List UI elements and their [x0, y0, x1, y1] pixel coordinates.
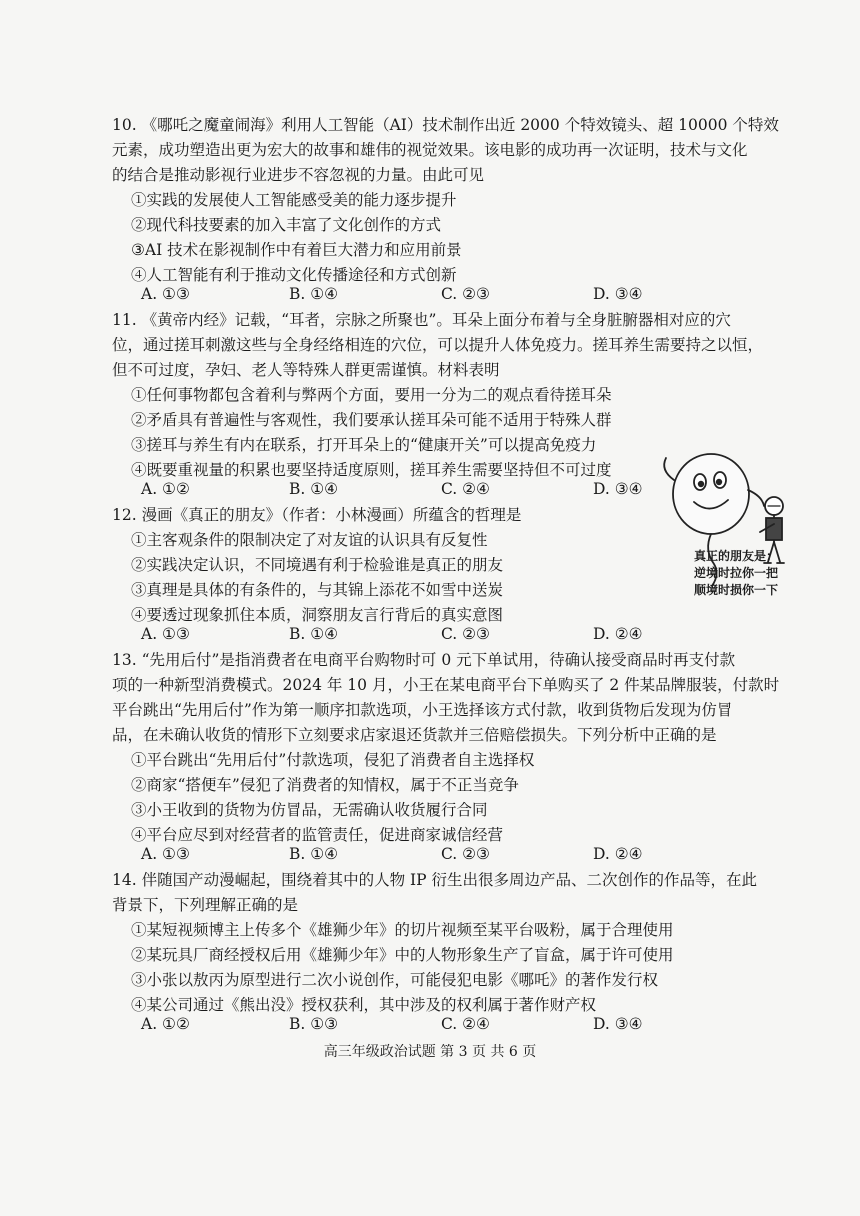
question-stem-line: 品，在未确认收货的情形下立刻要求店家退还货款并三倍赔偿损失。下列分析中正确的是 — [112, 726, 717, 744]
option-statement: ③小张以敖丙为原型进行二次小说创作，可能侵犯电影《哪吒》的著作发行权 — [131, 971, 659, 989]
option-statement: ①某短视频博主上传多个《雄狮少年》的切片视频至某平台吸粉，属于合理使用 — [131, 921, 674, 939]
choice-b: B. ①④ — [289, 845, 339, 863]
choice-b: B. ①④ — [289, 625, 339, 643]
question-stem-line: 14. 伴随国产动漫崛起，围绕着其中的人物 IP 衍生出很多周边产品、二次创作的作品等，在此 — [112, 871, 757, 889]
option-statement: ③搓耳与养生有内在联系，打开耳朵上的“健康开关”可以提高免疫力 — [131, 436, 597, 454]
choice-b: B. ①④ — [289, 480, 339, 498]
option-statement: ①平台跳出“先用后付”付款选项，侵犯了消费者自主选择权 — [131, 751, 535, 769]
choice-d: D. ②④ — [593, 625, 643, 643]
question-stem-line: 11. 《黄帝内经》记载，“耳者，宗脉之所聚也”。耳朵上面分布着与全身脏腑器相对应的穴 — [112, 311, 731, 329]
choice-b: B. ①③ — [289, 1015, 339, 1033]
question-stem-line: 元素，成功塑造出更为宏大的故事和雄伟的视觉效果。该电影的成功再一次证明，技术与文化 — [112, 141, 748, 159]
choice-d: D. ③④ — [593, 1015, 643, 1033]
choice-c: C. ②③ — [441, 845, 490, 863]
choice-d: D. ②④ — [593, 845, 643, 863]
choice-c: C. ②④ — [441, 1015, 490, 1033]
option-statement: ②商家“搭便车”侵犯了消费者的知情权，属于不正当竞争 — [131, 776, 519, 794]
option-statement: ③小王收到的货物为仿冒品，无需确认收货履行合同 — [131, 801, 488, 819]
cartoon-caption-line: 逆境时拉你一把 — [693, 566, 778, 580]
option-statement: ①任何事物都包含着利与弊两个方面，要用一分为二的观点看待搓耳朵 — [131, 386, 612, 404]
choice-d: D. ③④ — [593, 285, 643, 303]
question-stem-line: 位，通过搓耳刺激这些与全身经络相连的穴位，可以提升人体免疫力。搓耳养生需要持之以恒， — [112, 336, 764, 354]
answer-choices — [141, 480, 661, 502]
choice-c: C. ②④ — [441, 480, 490, 498]
question-stem-line: 13. “先用后付”是指消费者在电商平台购物时可 0 元下单试用，待确认接受商品时再支付款 — [112, 651, 736, 669]
option-statement: ①实践的发展使人工智能感受美的能力逐步提升 — [131, 191, 457, 209]
choice-a: A. ①③ — [141, 625, 190, 643]
option-statement: ③AI 技术在影视制作中有着巨大潜力和应用前景 — [131, 241, 462, 259]
question-stem-line: 项的一种新型消费模式。2024 年 10 月，小王在某电商平台下单购买了 2 件某品牌服装，付款时 — [112, 676, 780, 694]
question-stem-line: 的结合是推动影视行业进步不容忽视的力量。由此可见 — [112, 166, 485, 184]
question-stem-line: 10. 《哪吒之魔童闹海》利用人工智能（AI）技术制作出近 2000 个特效镜头、超 10000 个特效 — [112, 116, 779, 134]
question-stem-line: 平台跳出“先用后付”作为第一顺序扣款选项，小王选择该方式付款，收到货物后发现为仿冒 — [112, 701, 733, 719]
choice-a: A. ①③ — [141, 285, 190, 303]
option-statement: ③真理是具体的有条件的，与其锦上添花不如雪中送炭 — [131, 581, 504, 599]
choice-c: C. ②③ — [441, 285, 490, 303]
option-statement: ②实践决定认识，不同境遇有利于检验谁是真正的朋友 — [131, 556, 504, 574]
choice-c: C. ②③ — [441, 625, 490, 643]
choice-a: A. ①③ — [141, 845, 190, 863]
choice-a: A. ①② — [141, 1015, 190, 1033]
answer-choices — [141, 285, 661, 307]
cartoon-caption-line: 顺境时损你一下 — [693, 583, 778, 597]
option-statement: ④要透过现象抓住本质，洞察朋友言行背后的真实意图 — [131, 606, 504, 624]
answer-choices — [141, 1015, 661, 1037]
option-statement: ②现代科技要素的加入丰富了文化创作的方式 — [131, 216, 442, 234]
question-stem-line: 但不可过度，孕妇、老人等特殊人群更需谨慎。材料表明 — [112, 361, 500, 379]
cartoon-caption-line: 真正的朋友是： — [693, 549, 778, 563]
option-statement: ④某公司通过《熊出没》授权获利，其中涉及的权利属于著作财产权 — [131, 996, 597, 1014]
option-statement: ④既要重视量的积累也要坚持适度原则，搓耳养生需要坚持但不可过度 — [131, 461, 612, 479]
choice-d: D. ③④ — [593, 480, 643, 498]
option-statement: ④平台应尽到对经营者的监管责任，促进商家诚信经营 — [131, 826, 504, 844]
option-statement: ②矛盾具有普遍性与客观性，我们要承认搓耳朵可能不适用于特殊人群 — [131, 411, 612, 429]
question-stem-line: 12. 漫画《真正的朋友》（作者：小林漫画）所蕴含的哲理是 — [112, 506, 522, 524]
choice-a: A. ①② — [141, 480, 190, 498]
option-statement: ②某玩具厂商经授权后用《雄狮少年》中的人物形象生产了盲盒，属于许可使用 — [131, 946, 674, 964]
question-stem-line: 背景下，下列理解正确的是 — [112, 896, 299, 914]
page-footer: 高三年级政治试题 第 3 页 共 6 页 — [323, 1044, 537, 1060]
choice-b: B. ①④ — [289, 285, 339, 303]
option-statement: ①主客观条件的限制决定了对友谊的认识具有反复性 — [131, 531, 488, 549]
answer-choices — [141, 625, 661, 647]
option-statement: ④人工智能有利于推动文化传播途径和方式创新 — [131, 266, 457, 284]
answer-choices — [141, 845, 661, 867]
